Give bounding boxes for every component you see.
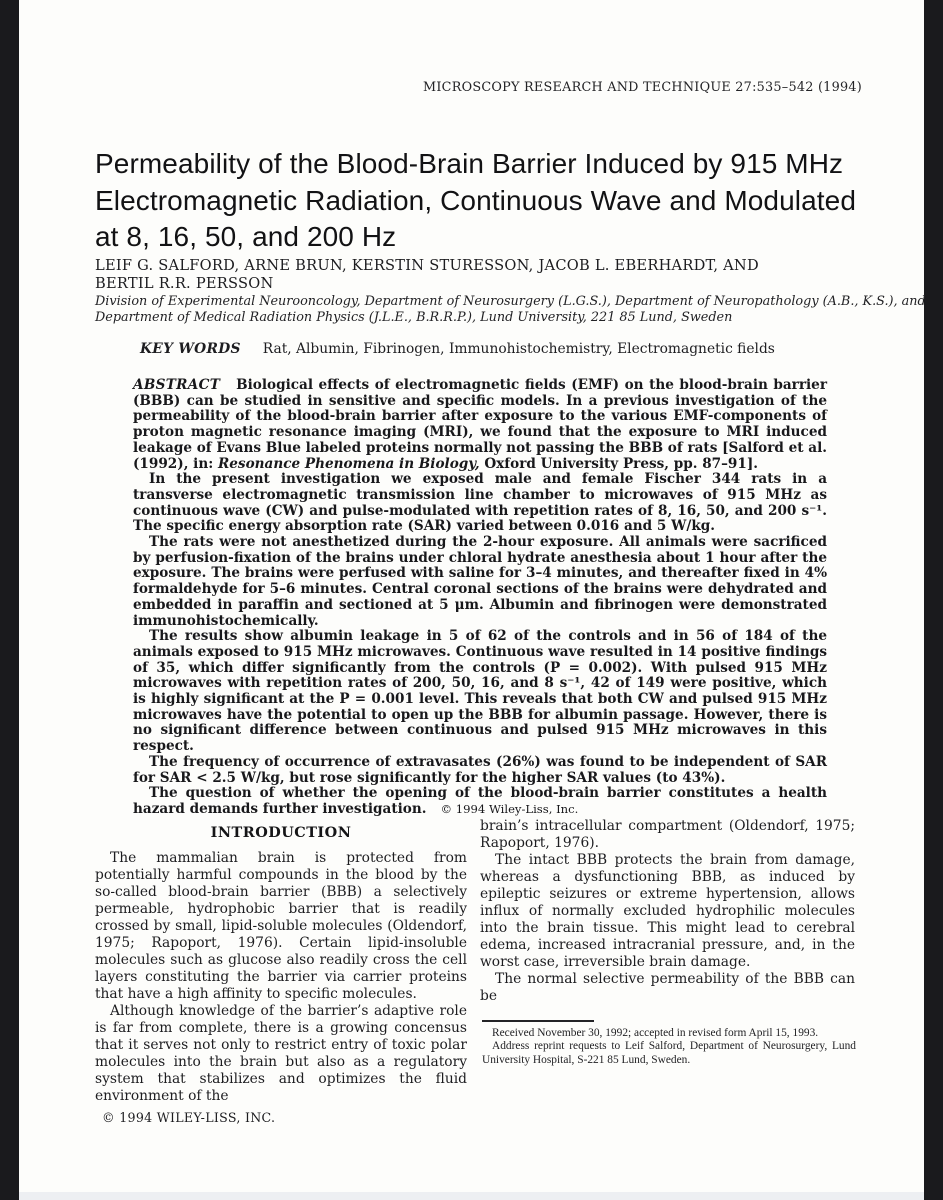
keywords-label: KEY WORDS (140, 341, 241, 357)
paper-page (19, 0, 924, 1192)
footnote-block (482, 1020, 856, 1068)
abstract-paragraph-4: The results show albumin leakage in 5 of 62 of the controls and in 56 of 184 of the animals exposed to 915 MHz microwaves. Continuous wave resulted in 14 positive findings of 35, which differ significantly from the controls (P = 0.002). With pulsed 915 MHz microwaves with repetition rates of 200, 50, 16, and 8 s⁻¹, 42 of 149 were positive, which is highly significant at the P = 0.001 level. This reveals that both CW and pulsed 915 MHz microwaves have the potential to open up the BBB for albumin passage. However, there is no significant difference between continuous and pulsed 915 MHz microwaves in this respect. (133, 628, 827, 755)
page-footer-copyright: © 1994 WILEY-LISS, INC. (102, 1110, 276, 1125)
intro-left-paragraph-1: The mammalian brain is protected from potentially harmful compounds in the blood by the so-called blood-brain barrier (BBB) a selectively permeable, hydrophobic barrier that is readily crossed by small, lipid-soluble molecules (Oldendorf, 1975; Rapoport, 1976). Certain lipid-insoluble molecules such as glucose also readily cross the cell layers constituting the barrier via carrier proteins that have a high affinity to specific molecules. (95, 850, 467, 1002)
author-list-line1: LEIF G. SALFORD, ARNE BRUN, KERSTIN STURESSON, JACOB L. EBERHARDT, AND (95, 257, 759, 274)
journal-header: MICROSCOPY RESEARCH AND TECHNIQUE 27:535–542 (1994) (423, 80, 862, 95)
abstract-paragraph-1 (133, 378, 827, 472)
paper-title-line3: at 8, 16, 50, and 200 Hz (95, 221, 397, 252)
abstract-copyright: © 1994 Wiley-Liss, Inc. (440, 801, 579, 816)
footnote-rule (482, 1020, 594, 1022)
right-column (480, 818, 855, 1005)
intro-right-paragraph-1: brain’s intracellular compartment (Oldendorf, 1975; Rapoport, 1976). (480, 818, 855, 851)
keywords-text: Rat, Albumin, Fibrinogen, Immunohistochemistry, Electromagnetic fields (262, 341, 775, 357)
author-list-line2: BERTIL R.R. PERSSON (95, 275, 274, 292)
abstract-p6-text: The question of whether the opening of the blood-brain barrier constitutes a health hazard demands further investigation. (133, 785, 827, 817)
affiliation-line1: Division of Experimental Neurooncology, Department of Neurosurgery (L.G.S.), Department of Neuropathology (A.B., K.S.), and (95, 294, 926, 309)
abstract-section (133, 378, 827, 818)
footnote-address: Address reprint requests to Leif Salford, Department of Neurosurgery, Lund University Hospital, S-221 85 Lund, Sweden. (482, 1040, 856, 1067)
keywords-line (140, 341, 775, 357)
footnote-received: Received November 30, 1992; accepted in revised form April 15, 1993. (492, 1026, 819, 1039)
author-list (95, 257, 759, 293)
intro-right-paragraph-2: The intact BBB protects the brain from damage, whereas a dysfunctioning BBB, as induced by epileptic seizures or extreme hypertension, allows influx of normally excluded hydrophilic molecules into the brain tissue. This might lead to cerebral edema, increased intracranial pressure, and, in the worst case, irreversible brain damage. (480, 852, 855, 970)
abstract-paragraph-6 (133, 786, 827, 817)
scan-bottom-strip (19, 1192, 924, 1200)
intro-left-paragraph-2: Although knowledge of the barrier’s adaptive role is far from complete, there is a growing concensus that it serves not only to restrict entry of toxic polar molecules into the brain but also as a regulatory system that stabilizes and optimizes the fluid environment of the (95, 1003, 467, 1104)
section-heading-introduction: INTRODUCTION (210, 824, 352, 841)
abstract-p1-pre: Biological effects of electromagnetic fields (EMF) on the blood-brain barrier (BBB) can be studied in sensitive and specific models. In a previous investigation of the permeability of the blood-brain barrier after exposure to the various EMF-components of proton magnetic resonance imaging (MRI), we found that the exposure to MRI induced leakage of Evans Blue labeled proteins normally not passing the BBB of rats [Salford et al. (1992), in: (133, 377, 827, 472)
abstract-paragraph-3: The rats were not anesthetized during the 2-hour exposure. All animals were sacrificed by perfusion-fixation of the brains under chloral hydrate anesthesia about 1 hour after the exposure. The brains were perfused with saline for 3–4 minutes, and thereafter fixed in 4% formaldehyde for 5–6 minutes. Central coronal sections of the brains were dehydrated and embedded in paraffin and sectioned at 5 μm. Albumin and fibrinogen were demonstrated immunohistochemically. (133, 534, 827, 629)
abstract-label: ABSTRACT (133, 377, 221, 393)
paper-title-line2: Electromagnetic Radiation, Continuous Wave and Modulated (95, 184, 856, 216)
paper-title-line1: Permeability of the Blood-Brain Barrier Induced by 915 MHz (95, 148, 844, 179)
intro-right-paragraph-3: The normal selective permeability of the BBB can be (480, 971, 855, 1004)
abstract-paragraph-5: The frequency of occurrence of extravasates (26%) was found to be independent of SAR for SAR < 2.5 W/kg, but rose significantly for the higher SAR values (to 43%). (133, 753, 827, 786)
paper-title (95, 146, 856, 256)
affiliation-line2: Department of Medical Radiation Physics (J.L.E., B.R.R.P.), Lund University, 221 85 Lund, Sweden (95, 309, 733, 325)
abstract-paragraph-2: In the present investigation we exposed male and female Fischer 344 rats in a transverse electromagnetic transmission line chamber to microwaves of 915 MHz as continuous wave (CW) and pulse-modulated with repetition rates of 8, 16, 50, and 200 s⁻¹. The specific energy absorption rate (SAR) varied between 0.016 and 5 W/kg. (133, 471, 827, 535)
abstract-p1-italic-title: Resonance Phenomena in Biology, (217, 455, 480, 472)
affiliation (95, 294, 926, 326)
abstract-p1-post: Oxford University Press, pp. 87–91]. (479, 455, 759, 472)
left-column (95, 850, 467, 1105)
